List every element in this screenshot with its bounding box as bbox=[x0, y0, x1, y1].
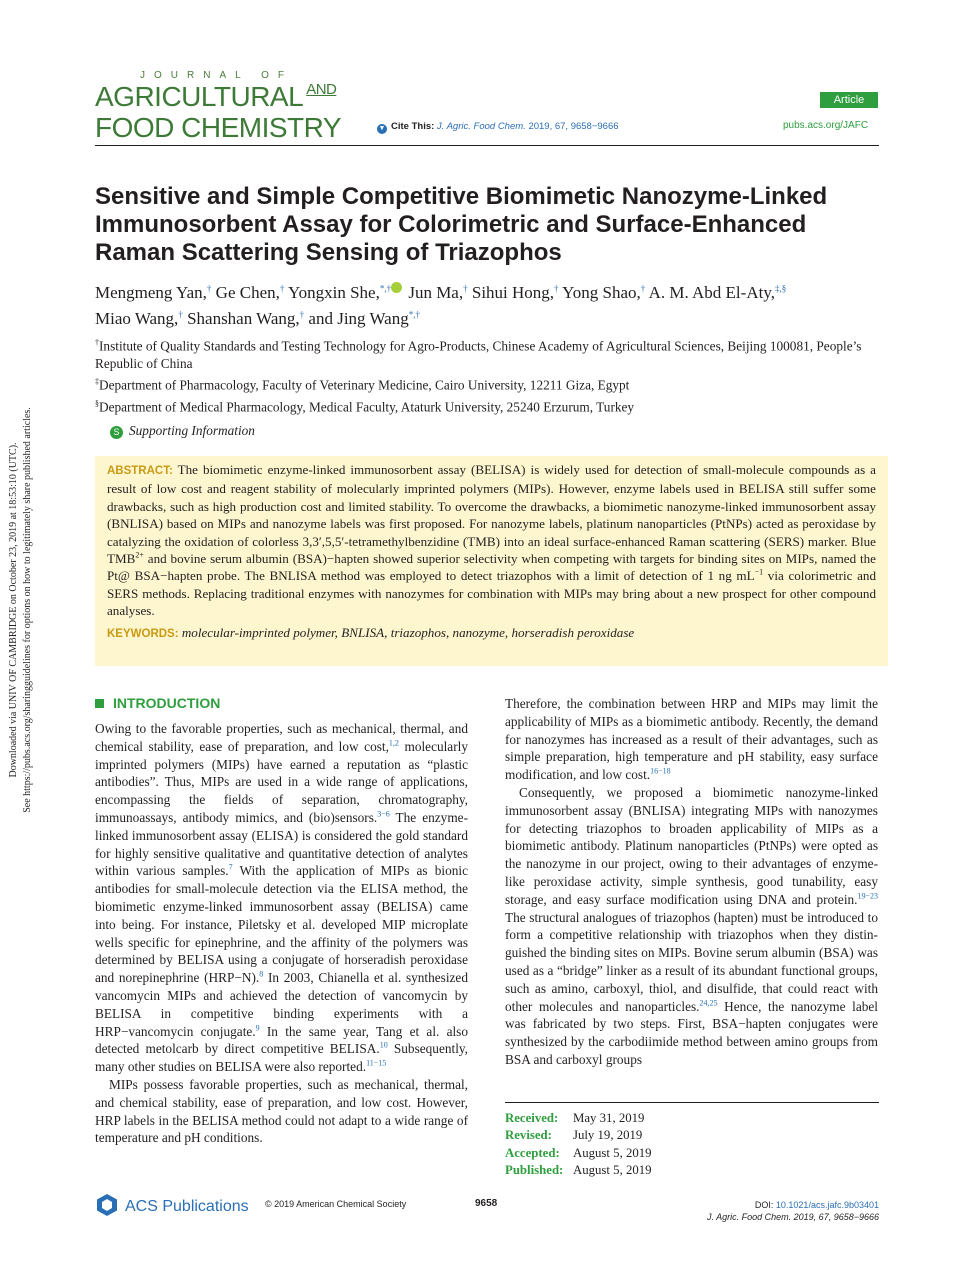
abstract-text: The biomimetic enzyme-linked immunosorbent assay (BELISA) is widely used for detection of small-molecule compounds as a result of low cost and reagent stability of molecularly imprinted polymers (MIPs). However, enzyme labels used in BELISA still suffer some drawbacks, such as high production cost and limited stability. To overcome the drawbacks, a biomimetic nanozyme-linked immunosorbent assay (BNLISA) based on MIPs and nanozyme labels was first proposed. For nanozyme labels, platinum nanoparticles (PtNPs) acted as peroxidase by catalyzing the oxidation of colorless 3,3′,5,5′-tetramethylbenzidine (TMB) into an ideal surface-enhanced Raman scattering (SERS) marker. Blue $TMB^{2+}$ and bovine serum albumin (BSA)−hapten showed superior selectivity when competing with targets for binding sites on MIPs, named the Pt@ BSA−hapten probe. The BNLISA method was employed to detect triazophos with a limit of detection of 1 ng $mL^{-1}$ via colorimetric and SERS methods. Replacing traditional enzymes with nanozymes for combination with MIPs may bring about a new prospect for other compound analyses. bbox=[107, 462, 876, 619]
dates-divider bbox=[505, 1102, 879, 1103]
paragraph: Owing to the favorable properties, such as mechanical, thermal, and chemical stability, ease of preparation, and low cost,$^{1,2}$ molecularly imprinted polymers (MIPs) have earned a reputation as “plastic antibodies”. Thus, MIPs are used in a wide range of applications, encompassing the fields of separation, chromatography, immunoassays, antibody mimics, and (bio)sensors.$^{3-6}$ The enzyme-linked immunosorbent assay (ELISA) is considered the gold standard for highly sensitive qualitative and quantitative detection of analytes within various samples.$^7$ With the application of MIPs as bionic antibodies for small-molecule detection via the ELISA method, the biomimetic enzyme-linked immunosorbent assay (BELISA) came into being. For instance, Piletsky et al. developed MIP microplate wells specific for epinephrine, and the affinity of the polymers was determined by BELISA using a conjugate of horseradish peroxidase and norepinephrine (HRP−N).$^8$ In 2003, Chianella et al. synthesized vancomycin MIPs and achieved the detection of vancomycin by BELISA in competitive binding experiments with a HRP−vancomycin conjugate.$^9$ In the same year, Tang et al. also detected metolcarb by direct competitive BELISA.$^{10}$ Subsequently, many other studies on BELISA were also reported.$^{11-15}$ bbox=[95, 721, 469, 1075]
author[interactable]: Jun Ma,† bbox=[408, 282, 468, 302]
article-title: Sensitive and Simple Competitive Biomimetic Nanozyme-Linked Immunosorbent Assay for Colorimetric and Surface-Enhanced Raman Scattering Sensing of Triazophos bbox=[95, 183, 828, 266]
journal-title-line2: FOOD CHEMISTRY bbox=[95, 112, 342, 143]
keywords bbox=[107, 624, 876, 643]
citation-link[interactable]: 8 bbox=[259, 969, 264, 979]
doi-label: DOI: bbox=[754, 1200, 776, 1210]
acs-hexagon-icon bbox=[95, 1193, 119, 1217]
date-accepted: Accepted: August 5, 2019 bbox=[505, 1145, 652, 1160]
author[interactable]: Yongxin She,*,† bbox=[288, 283, 404, 302]
date-received: Received: May 31, 2019 bbox=[505, 1111, 645, 1125]
journal-small-title: JOURNAL OF bbox=[140, 70, 293, 81]
cite-journal[interactable]: J. Agric. Food Chem. bbox=[436, 121, 526, 132]
left-column bbox=[95, 720, 468, 1147]
paragraph: Therefore, the combination between HRP and MIPs may limit the applicability of MIPs as a biomimetic antibody. Recently, the demand for nanozymes has increased as a result of their advantages, such as simple preparation, high temperature and pH stability, easy surface modification, and low cost.$^{16-18}$ bbox=[505, 696, 878, 783]
header-divider bbox=[95, 145, 879, 146]
journal-title-line1 bbox=[95, 83, 336, 111]
abstract-box bbox=[95, 456, 888, 666]
journal-and: AND bbox=[306, 81, 337, 98]
citation-link[interactable]: 1,2 bbox=[388, 738, 399, 748]
date-revised: Revised: July 19, 2019 bbox=[505, 1128, 643, 1143]
author-list bbox=[95, 277, 895, 330]
doi-link[interactable]: 10.1021/acs.jafc.9b03401 bbox=[775, 1200, 879, 1210]
affiliation: §Department of Medical Pharmacology, Medical Faculty, Ataturk University, 25240 Erzurum, Turkey bbox=[95, 399, 635, 415]
author[interactable]: Yong Shao,† bbox=[562, 282, 646, 302]
citation-link[interactable]: 16−18 bbox=[650, 766, 671, 776]
journal-url-link[interactable]: pubs.acs.org/JAFC bbox=[783, 120, 869, 131]
affiliation: ‡Department of Pharmacology, Faculty of Veterinary Medicine, Cairo University, 12211 Giza, Egypt bbox=[95, 377, 630, 393]
citation-link[interactable]: 3−6 bbox=[377, 809, 390, 819]
section-heading-introduction: INTRODUCTION bbox=[95, 695, 220, 711]
section-square-icon bbox=[95, 699, 104, 708]
watermark-line1: Downloaded via UNIV OF CAMBRIDGE on October 23, 2019 at 18:53:10 (UTC). bbox=[8, 442, 19, 778]
paragraph: MIPs possess favorable properties, such as mechanical, thermal, and chemical stability, ease of preparation, and low cost. However, HRP labels in the BELISA method could not adapt to a wide range of temperature and pH conditions. bbox=[95, 1076, 468, 1146]
cite-arrow-icon: ▼ bbox=[378, 125, 386, 132]
download-watermark bbox=[7, 0, 47, 813]
citation-link[interactable]: 24,25 bbox=[699, 998, 718, 1008]
author[interactable]: Miao Wang,† bbox=[95, 309, 183, 329]
author[interactable]: Shanshan Wang,† bbox=[187, 309, 305, 329]
citation-link[interactable]: 9 bbox=[255, 1023, 260, 1033]
page-number: 9658 bbox=[475, 1198, 498, 1209]
footer-citation: J. Agric. Food Chem. 2019, 67, 9658−9666 bbox=[706, 1212, 879, 1222]
author[interactable]: A. M. Abd El-Aty,‡,§ bbox=[648, 282, 787, 302]
watermark-line2: See https://pubs.acs.org/sharingguidelines for options on how to legitimately share published articles. bbox=[22, 407, 33, 813]
keywords-text: molecular-imprinted polymer, BNLISA, triazophos, nanozyme, horseradish peroxidase bbox=[181, 624, 635, 640]
citation-link[interactable]: 19−23 bbox=[857, 891, 878, 901]
orcid-icon[interactable] bbox=[391, 282, 402, 293]
supporting-information-link[interactable]: S Supporting Information bbox=[110, 423, 255, 439]
author[interactable]: Mengmeng Yan,† bbox=[95, 282, 212, 302]
author[interactable]: and Jing Wang*,† bbox=[308, 309, 420, 329]
citation-link[interactable]: 7 bbox=[228, 862, 233, 872]
paragraph: Consequently, we proposed a biomimetic nanozyme-linked immunosorbent assay (BNLISA) integrating MIPs with nanozymes for detecting triazophos to broaden applicability of MIPs as a biomimetic antibody. Platinum nanoparticles (PtNPs) were opted as the nanozyme in our project, owing to their advantages of enzyme-like peroxidase activity, simple synthesis, good tunability, easy storage, and easy surface modification using DNA and protein.$^{19-23}$ The structural analogues of triazophos (hapten) must be introduced to form a competitive relationship with triazophos when they distin-guished the binding sites on MIPs. Bovine serum albumin (BSA) was used as a “bridge” linker as a result of its abundant functional groups, such as amino, carboxyl, thiol, and disulfide, that could react with other molecules and nanoparticles.$^{24,25}$ Hence, the nanozyme label was fabricated by two steps. First, BSA−hapten conjugates were synthesized by the carbodiimide method between amino groups from BSA and carboxyl groups bbox=[505, 784, 878, 1067]
supporting-info-icon: S bbox=[110, 426, 123, 439]
copyright: © 2019 American Chemical Society bbox=[265, 1199, 407, 1209]
citation-link[interactable]: 10 bbox=[379, 1040, 388, 1050]
journal-name-agricultural: AGRICULTURAL bbox=[95, 81, 304, 112]
article-dates bbox=[505, 1110, 652, 1179]
right-column bbox=[505, 695, 878, 1069]
citation-link[interactable]: 11−15 bbox=[366, 1058, 387, 1068]
acs-publications-logo[interactable]: ACS Publications bbox=[95, 1193, 249, 1217]
author[interactable]: Ge Chen,† bbox=[215, 282, 285, 302]
cite-label: Cite This: bbox=[391, 121, 435, 132]
date-published: Published: August 5, 2019 bbox=[505, 1162, 652, 1177]
author[interactable]: Sihui Hong,† bbox=[471, 282, 559, 302]
article-type-tag: Article bbox=[820, 92, 878, 108]
doi-block bbox=[700, 1199, 879, 1223]
keywords-label: KEYWORDS: bbox=[107, 627, 179, 640]
cite-this[interactable] bbox=[377, 121, 619, 134]
abstract-label: ABSTRACT: bbox=[107, 465, 173, 477]
cite-volume[interactable]: 2019, 67, 9658−9666 bbox=[528, 121, 619, 132]
affiliation: †Institute of Quality Standards and Testing Technology for Agro-Products, Chinese Academy of Agricultural Sciences, Beijing 100081, People’s Republic of China bbox=[95, 338, 862, 372]
